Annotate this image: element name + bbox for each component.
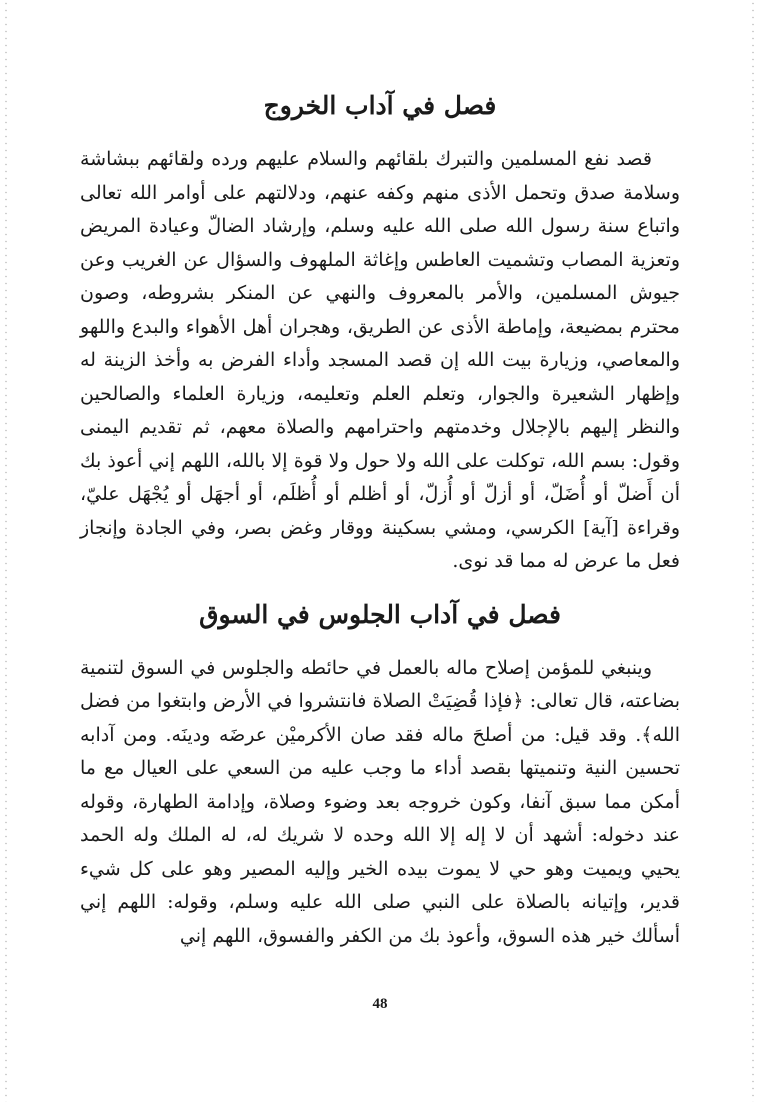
scan-edge-left	[5, 0, 7, 1102]
section-title-exit-etiquette: فصل في آداب الخروج	[263, 91, 497, 120]
scan-edge-right	[752, 0, 754, 1102]
page-number: 48	[372, 996, 388, 1012]
paragraph-exit-etiquette: قصد نفع المسلمين والتبرك بلقائهم والسلام عليهم ورده ولقائهم ببشاشة وسلامة صدق وتحمل الأذى منهم وكفه عنهم، ودلالتهم على أوامر الله تعالى واتباع سنة رسول الله صلى الله عليه وسلم، وإرشاد الضالّ وعيادة المريض وتعزية المصاب وتشميت العاطس وإغاثة الملهوف والسؤال عن الغريب وعن جيوش المسلمين، والأمر بالمعروف والنهي عن المنكر بشروطه، وصون محترم بمضيعة، وإماطة الأذى عن الطريق، وهجران أهل الأهواء والبدع واللهو والمعاصي، وزيارة بيت الله إن قصد المسجد وأداء الفرض به وأخذ الزينة له وإظهار الشعيرة والجوار، وتعلم العلم وتعليمه، وزيارة العلماء والصالحين والنظر إليهم بالإجلال وخدمتهم واحترامهم والصلاة معهم، ثم تقديم اليمنى وقول: بسم الله، توكلت على الله ولا حول ولا قوة إلا بالله، اللهم إني أعوذ بك أن أَضلّ أو أُضَلّ، أو أزلّ أو أُزلّ، أو أظلم أو أُظلَم، أو أجهَل أو يُجْهَل عليّ، وقراءة [آية] الكرسي، ومشي بسكينة ووقار وغض بصر، وفي الجادة وإنجاز فعل ما عرض له مما قد نوى.	[80, 148, 680, 572]
book-page	[80, 70, 680, 953]
paragraph-market-etiquette: وينبغي للمؤمن إصلاح ماله بالعمل في حائطه والجلوس في السوق لتنمية بضاعته، قال تعالى: ﴿فإذا قُضِيَتْ الصلاة فانتشروا في الأرض وابتغوا من فضل الله﴾. وقد قيل: من أصلحَ ماله فقد صان الأكرميْن عرضَه ودينَه. ومن آدابه تحسين النية وتنميتها بقصد أداء ما وجب عليه من السعي على العيال مع ما أمكن مما سبق آنفا، وكون خروجه بعد وضوء وصلاة، وإدامة الطهارة، وقوله عند دخوله: أشهد أن لا إله إلا الله وحده لا شريك له، له الملك وله الحمد يحيي ويميت وهو حي لا يموت بيده الخير وإليه المصير وهو على كل شيء قدير، وإتيانه بالصلاة على النبي صلى الله عليه وسلم، وقوله: اللهم إني أسألك خير هذه السوق، وأعوذ بك من الكفر والفسوق، اللهم إني	[80, 656, 680, 947]
section-title-market-etiquette: فصل في آداب الجلوس في السوق	[199, 599, 561, 629]
